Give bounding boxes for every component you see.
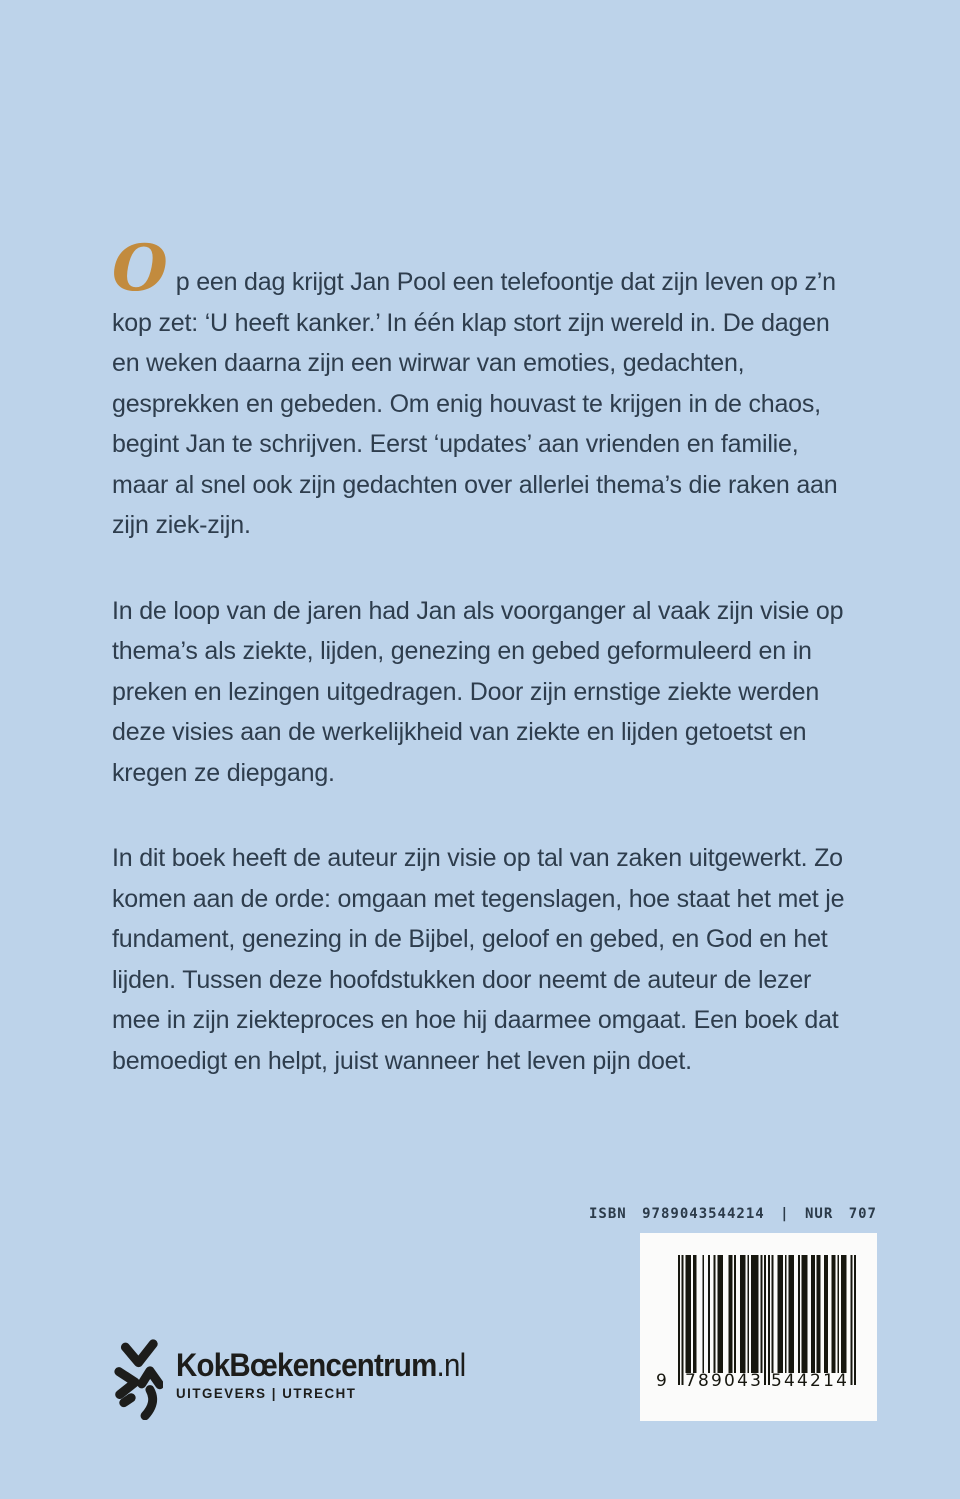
blurb-paragraph-1-text: p een dag krijgt Jan Pool een telefoontje dat zijn leven op z’n kop zet: ‘U heeft kanker.’ In één klap stort zijn wereld in. De dagen en weken daarna zijn een wirwar van emoties, gedachten, gesprekken en gebeden. Om enig houvast te krijgen in de chaos, begint Jan te schrijven. Eerst ‘updates’ aan vrienden en familie, maar al snel ook zijn gedachten over allerlei thema’s die raken aan zijn ziek-zijn. (112, 268, 838, 539)
publisher-text (176, 1338, 491, 1401)
publisher-logo-icon (114, 1338, 163, 1420)
barcode-panel (640, 1233, 877, 1421)
barcode-lead-digit: 9 (656, 1371, 667, 1391)
blurb-paragraph-3: In dit boek heeft de auteur zijn visie op tal van zaken uitgewerkt. Zo komen aan de orde: omgaan met tegenslagen, hoe staat het met je fundament, genezing in de Bijbel, geloof en gebed, en God en het lijden. Tussen deze hoofdstukken door neemt de auteur de lezer mee in zijn ziekteproces en hoe hij daarmee omgaat. Een boek dat bemoedigt en helpt, juist wanneer het leven pijn doet. (112, 844, 845, 1075)
dropcap-letter: O (112, 231, 168, 306)
blurb-paragraph-2: In de loop van de jaren had Jan als voorganger al vaak zijn visie op thema’s als ziekte, lijden, genezing en gebed geformuleerd en in preken en lezingen uitgedragen. Door zijn ernstige ziekte werden deze visies aan de werkelijkheid van ziekte en lijden getoetst en kregen ze diepgang. (112, 596, 844, 787)
publisher-logo-block (114, 1338, 491, 1420)
blurb-text-block (112, 231, 860, 1126)
publisher-subtitle: UITGEVERS | UTRECHT (176, 1385, 357, 1401)
publisher-brand-name: KokBœkencentrum (176, 1347, 437, 1383)
isbn-nur-line: ISBN 9789043544214 | NUR 707 (588, 1206, 877, 1222)
publisher-brand-suffix: .nl (436, 1347, 466, 1383)
barcode-right-digits: 544214 (771, 1371, 850, 1391)
blurb-paragraph-1 (112, 231, 860, 546)
publisher-brand (176, 1347, 466, 1383)
barcode-left-digits: 789043 (685, 1371, 764, 1391)
barcode-bars (678, 1255, 856, 1385)
